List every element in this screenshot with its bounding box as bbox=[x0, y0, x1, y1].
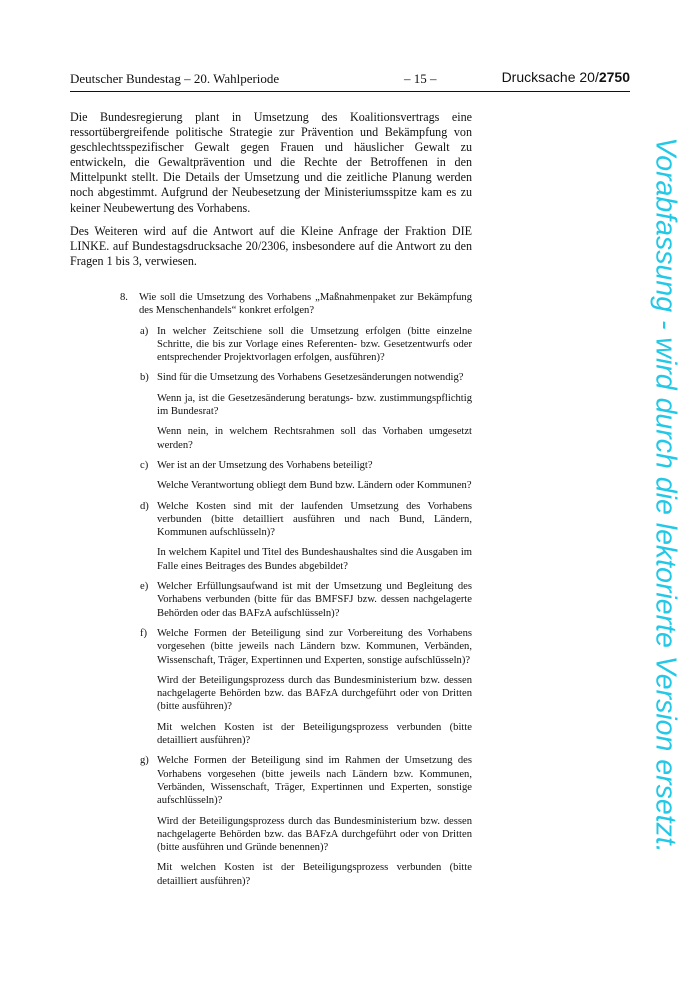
sub-question-paragraph: Welche Formen der Beteiligung sind im Rahmen der Umsetzung des Vorhabens vorgesehen (bitte jeweils nach Ländern bzw. Kommunen, Verbänden, Wissenschaft, Träger, Expertinnen und Experten, sonstige aufschlüsseln)? bbox=[157, 755, 472, 807]
sub-question-letter: g) bbox=[140, 755, 149, 767]
sub-question-paragraph: Welcher Erfüllungsaufwand ist mit der Umsetzung und Begleitung des Vorhabens verbunden (bitte für das BMFSFJ bzw. dessen nachgelagerte Behörden oder das BAFzA aufschlüsseln)? bbox=[157, 581, 472, 619]
sub-question-paragraph: In welchem Kapitel und Titel des Bundeshaushaltes sind die Ausgaben im Falle eines Beitrages des Bundes abgebildet? bbox=[157, 547, 472, 572]
sub-question-g bbox=[120, 754, 472, 888]
document-number-a: 20/ bbox=[579, 69, 599, 85]
sub-question-c bbox=[120, 459, 472, 493]
question-text: Wie soll die Umsetzung des Vorhabens „Maßnahmenpaket zur Bekämpfung des Menschenhandels“ konkret erfolgen? bbox=[139, 292, 472, 317]
sub-question-letter: d) bbox=[140, 500, 149, 512]
sub-question-paragraph: Wird der Beteiligungsprozess durch das Bundesministerium bzw. dessen nachgelagerte Behörden bzw. das BAFzA durchgeführt oder von Dritten (bitte ausführen und Gründe benennen)? bbox=[157, 815, 472, 854]
sub-question-letter: f) bbox=[140, 627, 148, 639]
answer-text bbox=[70, 110, 472, 277]
header-rule bbox=[70, 91, 630, 92]
preliminary-version-watermark: Vorabfassung - wird durch die lektorierte Version ersetzt. bbox=[649, 137, 682, 853]
question-heading bbox=[120, 291, 472, 318]
answer-paragraph: Die Bundesregierung plant in Umsetzung des Koalitionsvertrags eine ressortübergreifende politische Strategie zur Prävention und Bekämpfung von geschlechtsspezifischer Gewalt gegen Frauen und häuslicher Gewalt zu entwickeln, die Gewaltprävention und die Rechte der Betroffenen in den Mittelpunkt stellt. Die Details der Umsetzung und die zeitliche Planung werden noch abgestimmt. Aufgrund der Neubesetzung der Ministeriumsspitze kam es zu keiner Neubewertung des Vorhabens. bbox=[70, 110, 472, 215]
sub-question-paragraph: Mit welchen Kosten ist der Beteiligungsprozess verbunden (bitte detailliert ausführen)? bbox=[157, 721, 472, 747]
document-number-b: 2750 bbox=[598, 69, 630, 85]
sub-question-paragraph: Wer ist an der Umsetzung des Vorhabens beteiligt? bbox=[157, 459, 373, 471]
sub-question-paragraph: Welche Kosten sind mit der laufenden Umsetzung des Vorhabens verbunden (bitte detailliert ausführen und nach Bund, Ländern, Kommunen aufschlüsseln)? bbox=[157, 500, 472, 539]
document-label: Drucksache bbox=[501, 69, 580, 85]
sub-question-e bbox=[120, 580, 472, 620]
sub-question-paragraph: Mit welchen Kosten ist der Beteiligungsprozess verbunden (bitte detailliert ausführen)? bbox=[157, 862, 472, 887]
sub-question-letter: b) bbox=[140, 372, 149, 384]
page-number: – 15 – bbox=[404, 71, 437, 86]
sub-question-letter: e) bbox=[140, 581, 149, 593]
document-number bbox=[502, 69, 630, 85]
sub-question-f bbox=[120, 627, 472, 747]
parliament-period: Deutscher Bundestag – 20. Wahlperiode bbox=[70, 71, 280, 86]
sub-question-letter: a) bbox=[140, 325, 149, 337]
sub-question-paragraph: Wenn nein, in welchem Rechtsrahmen soll das Vorhaben umgesetzt werden? bbox=[157, 426, 472, 451]
sub-question-paragraph: Welche Verantwortung obliegt dem Bund bzw. Ländern oder Kommunen? bbox=[157, 480, 472, 492]
sub-question-letter: c) bbox=[140, 459, 149, 471]
sub-question-paragraph: Wird der Beteiligungsprozess durch das Bundesministerium bzw. dessen nachgelagerte Behörden bzw. das BAFzA durchgeführt oder von Dritten (bitte ausführen)? bbox=[157, 674, 472, 713]
sub-question-paragraph: Sind für die Umsetzung des Vorhabens Gesetzesänderungen notwendig? bbox=[157, 372, 464, 384]
sub-question-paragraph: Wenn ja, ist die Gesetzesänderung beratungs- bzw. zustimmungspflichtig im Bundesrat? bbox=[157, 392, 472, 418]
sub-question-b bbox=[120, 371, 472, 451]
answer-paragraph: Des Weiteren wird auf die Antwort auf die Kleine Anfrage der Fraktion DIE LINKE. auf Bundestagsdrucksache 20/2306, insbesondere auf die Antwort zu den Fragen 1 bis 3, verwiesen. bbox=[70, 223, 472, 268]
page-header bbox=[70, 69, 630, 89]
sub-question-a bbox=[120, 325, 472, 365]
sub-question-d bbox=[120, 500, 472, 573]
sub-question-paragraph: In welcher Zeitschiene soll die Umsetzung erfolgen (bitte einzelne Schritte, die bis zur Vorlage eines Referenten- bzw. Gesetzentwurfs oder entsprechender Projektvorlagen erfolgen, ausführen)? bbox=[157, 325, 472, 364]
question-block bbox=[120, 291, 472, 895]
sub-question-paragraph: Welche Formen der Beteiligung sind zur Vorbereitung des Vorhabens vorgesehen (bitte jeweils nach Ländern bzw. Kommunen, Verbänden, Wissenschaft, Träger, Expertinnen und Experten, sonstige aufschlüsseln)? bbox=[157, 627, 472, 666]
question-number: 8. bbox=[120, 292, 128, 303]
